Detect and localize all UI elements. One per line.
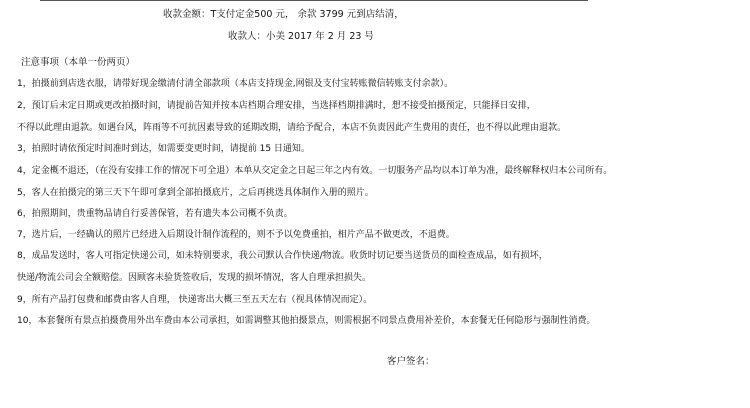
- notice-line-9: 9，所有产品打包费和邮费由客人自理， 快递寄出大概三至五天左右（视具体情况而定）。: [17, 295, 373, 305]
- signature-label: 客户签名：: [387, 356, 435, 367]
- notice-title: 注意事项（本单一份两页）: [21, 57, 136, 68]
- payment-line: 收款金额：T支付定金500 元， 余款 3799 元到店结清，: [163, 9, 404, 20]
- notice-line-4: 4，定金概不退还，（在没有安排工作的情况下可全退）本单从交定金之日起三年之内有效。一切服务产品均以本订单为准，最终解释权归本公司所有。: [17, 166, 613, 176]
- notice-line-6: 6，拍照期间，贵重物品请自行妥善保管，若有遗失本公司概不负责。: [17, 209, 293, 219]
- notice-line-3: 3，拍照时请依预定时间准时到达，如需要变更时间，请提前 15 日通知。: [17, 144, 310, 154]
- notice-line-8b: 快递/物流公司会全额赔偿。因顾客未验货签收后，发现的损坏情况，客人自理承担损失。: [17, 273, 372, 283]
- receiver-line: 收款人：小美 2017 年 2 月 23 号: [228, 31, 374, 42]
- notice-line-1: 1，拍摄前到店选衣服，请带好现金缴清付清全部款项（本店支持现金,网银及支付宝转账微信转账支付余款）。: [17, 79, 454, 89]
- notice-line-8: 8，成品发送时，客人可指定快递公司，如未特别要求，我公司默认合作快递/物流。收货时切记要当送货员的面检查成品，如有损坏，: [17, 251, 548, 261]
- notice-line-2b: 不得以此理由退款。如遇台风，阵雨等不可抗因素导致的延期改期，请给予配合，本店不负责因此产生费用的责任，也不得以此理由退款。: [17, 123, 567, 133]
- notice-line-10: 10，本套餐所有景点拍摄费用外出车费由本公司承担，如需调整其他拍摄景点，则需根据不同景点费用补差价，本套餐无任何隐形与强制性消费。: [17, 316, 596, 326]
- top-rule: [40, 0, 588, 1]
- notice-line-5: 5，客人在拍摄完的第三天下午即可拿到全部拍摄底片，之后再挑选具体制作入册的照片。: [17, 188, 374, 198]
- notice-line-2: 2，预订后未定日期或更改拍摄时间，请提前告知并按本店档期合理安排，当选择档期排满时，想不接受拍摄预定，只能择日安排，: [17, 101, 536, 111]
- notice-line-7: 7，选片后，一经确认的照片已经进入后期设计制作流程的，则不予以免费重拍，相片产品不做更改，不退费。: [17, 230, 455, 240]
